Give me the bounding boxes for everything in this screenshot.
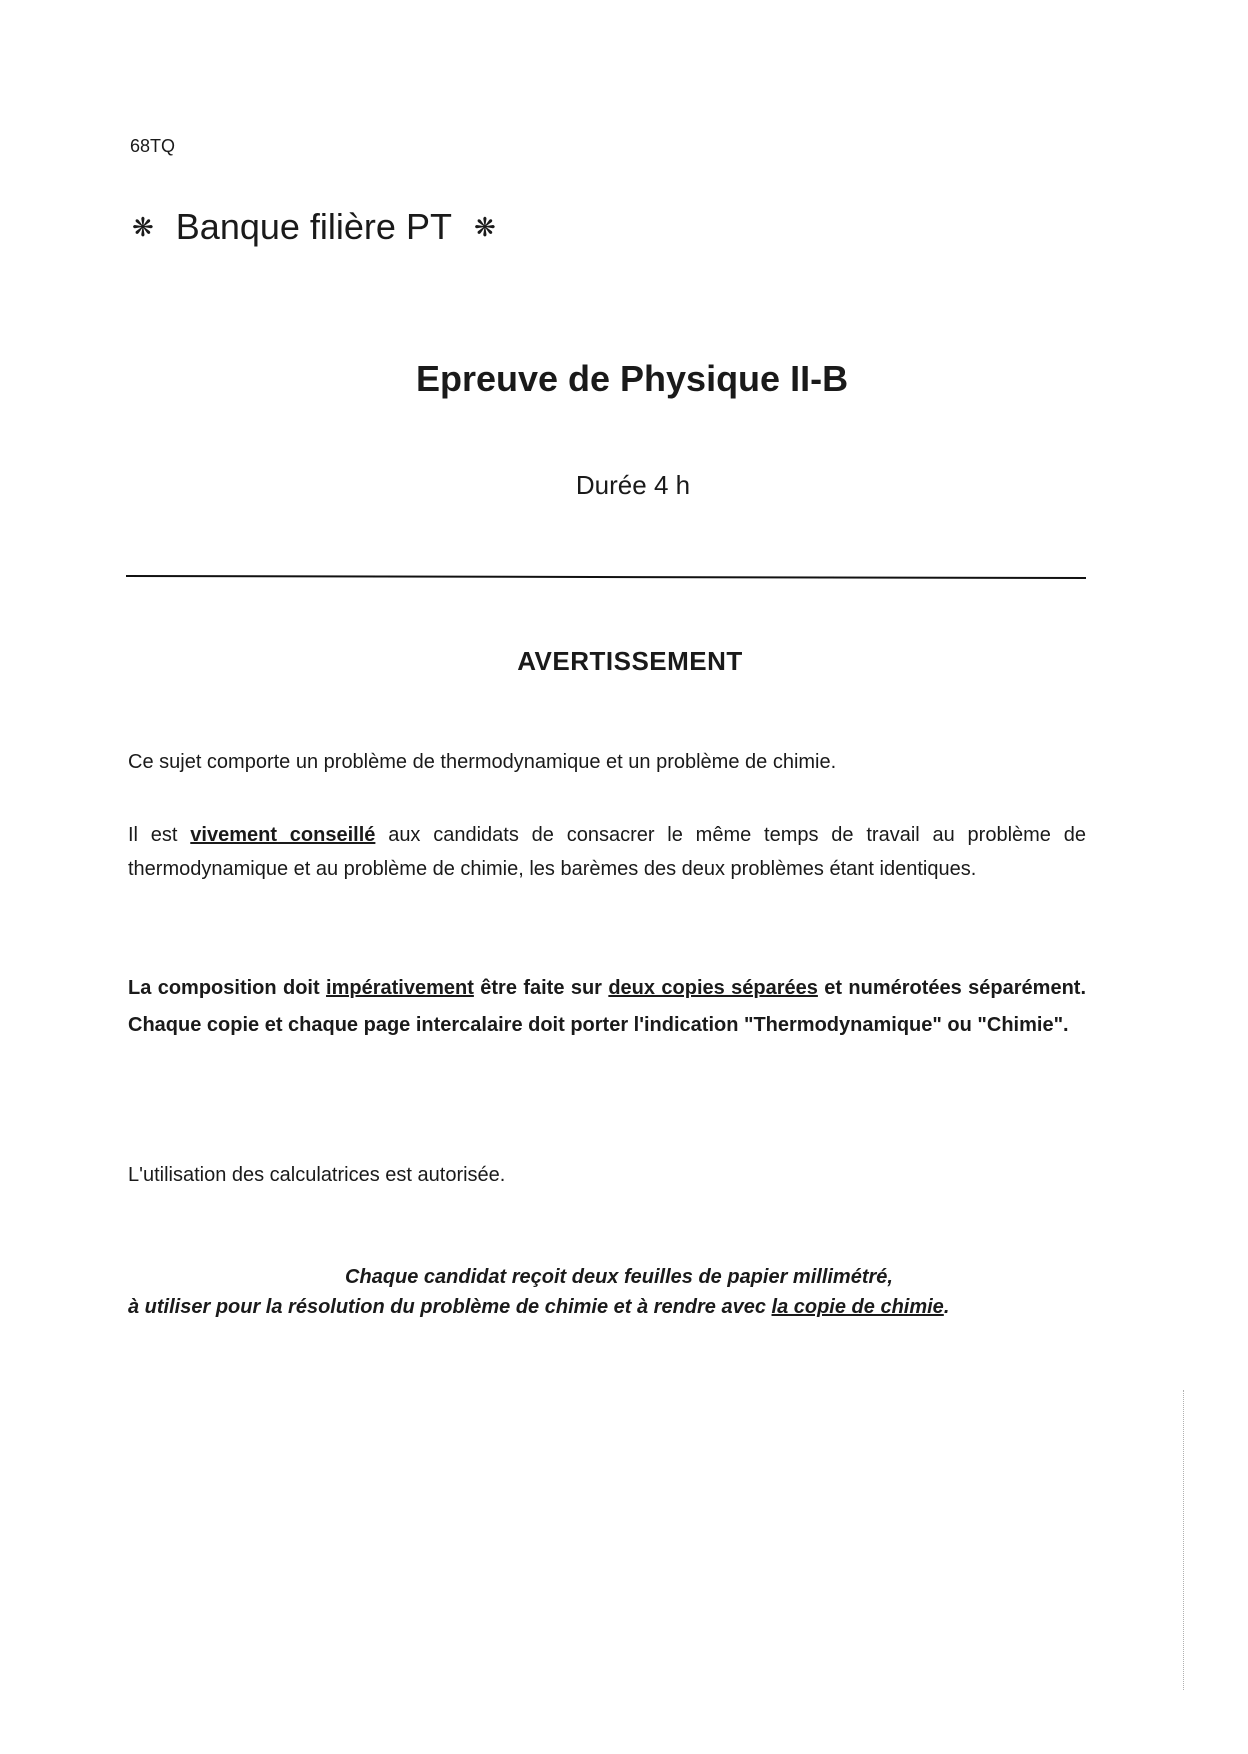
- final-note-line-1: Chaque candidat reçoit deux feuilles de papier millimétré,: [345, 1266, 893, 1288]
- composition-text-1: La composition doit: [128, 977, 327, 999]
- exam-title: [0, 358, 1248, 400]
- advice-emphasis: vivement conseillé: [190, 824, 376, 846]
- advice-text-after: aux candidats de consacrer le même temps de travail au problème de thermodynamique et au problème de chimie, les barèmes des deux problèmes étant identiques.: [128, 824, 1086, 880]
- advice-text-before: Il est: [128, 824, 191, 846]
- composition-text-2: être faite sur: [473, 977, 609, 999]
- horizontal-divider: [126, 575, 1086, 579]
- warning-heading-text: AVERTISSEMENT: [517, 646, 743, 676]
- paragraph-advice: [128, 818, 1086, 886]
- exam-code: 68TQ: [130, 136, 176, 156]
- exam-duration-text: Durée 4 h: [575, 470, 691, 500]
- star-icon: ❋: [132, 211, 154, 242]
- exam-duration: [0, 470, 1248, 501]
- final-note-line-2: [128, 1292, 1086, 1322]
- final-note-emphasis: la copie de chimie: [771, 1296, 944, 1318]
- composition-text-3: et numérotées séparément. Chaque copie et chaque page intercalaire doit porter l'indication "Thermodynamique" ou "Chimie".: [128, 977, 1087, 1036]
- warning-heading: [0, 646, 1248, 677]
- paragraph-subject: Ce sujet comporte un problème de thermodynamique et un problème de chimie.: [128, 751, 837, 773]
- scan-edge-marks: [1183, 1390, 1188, 1690]
- final-note-line-2-end: .: [943, 1296, 950, 1318]
- final-note: [128, 1262, 1086, 1322]
- paragraph-composition: [128, 970, 1086, 1044]
- star-icon: ❋: [473, 211, 496, 242]
- composition-emphasis-1: impérativement: [326, 977, 474, 999]
- bank-title: [132, 206, 496, 248]
- final-note-line-2-text: à utiliser pour la résolution du problème de chimie et à rendre avec: [128, 1296, 772, 1318]
- composition-emphasis-2: deux copies séparées: [608, 977, 818, 999]
- paragraph-calculators: L'utilisation des calculatrices est autorisée.: [128, 1164, 506, 1186]
- exam-title-text: Epreuve de Physique II-B: [415, 358, 849, 399]
- bank-title-text: Banque filière PT: [175, 206, 452, 247]
